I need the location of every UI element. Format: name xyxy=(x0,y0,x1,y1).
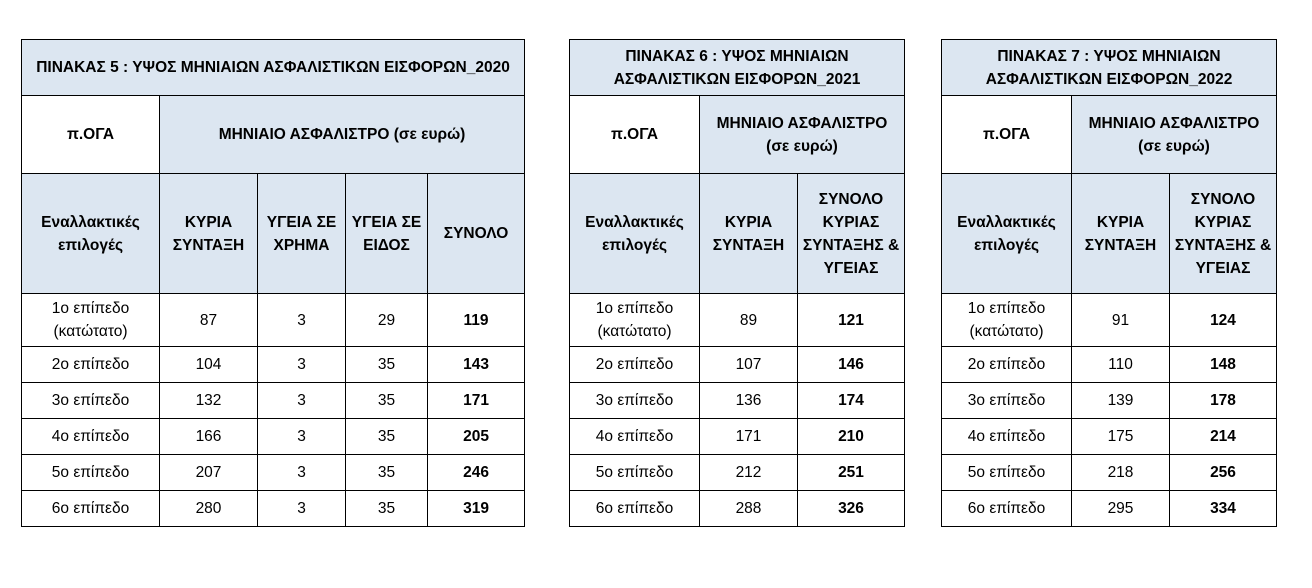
cell-value: 280 xyxy=(160,491,258,527)
table-row xyxy=(570,347,905,383)
cell-value: 3 xyxy=(258,347,346,383)
cell-value: 3 xyxy=(258,455,346,491)
table-row xyxy=(942,491,1277,527)
table-title: ΠΙΝΑΚΑΣ 7 : ΥΨΟΣ ΜΗΝΙΑΙΩΝ ΑΣΦΑΛΙΣΤΙΚΩΝ ΕΙΣΦΟΡΩΝ_2022 xyxy=(942,40,1277,96)
row-label: 4ο επίπεδο xyxy=(942,419,1072,455)
row-label: 1ο επίπεδο (κατώτατο) xyxy=(570,294,700,347)
column-header-oga: π.ΟΓΑ xyxy=(570,96,700,174)
cell-value: 166 xyxy=(160,419,258,455)
row-label: 3ο επίπεδο xyxy=(570,383,700,419)
cell-value: 89 xyxy=(700,294,798,347)
cell-total: 148 xyxy=(1170,347,1277,383)
cell-value: 35 xyxy=(346,455,428,491)
table-row xyxy=(942,455,1277,491)
cell-value: 104 xyxy=(160,347,258,383)
table-row xyxy=(22,383,525,419)
cell-value: 218 xyxy=(1072,455,1170,491)
column-header: Εναλλακτικές επιλογές xyxy=(22,174,160,294)
cell-total: 178 xyxy=(1170,383,1277,419)
cell-total: 174 xyxy=(798,383,905,419)
table-row xyxy=(22,347,525,383)
column-header: ΣΥΝΟΛΟ ΚΥΡΙΑΣ ΣΥΝΤΑΞΗΣ & ΥΓΕΙΑΣ xyxy=(1170,174,1277,294)
row-label: 5ο επίπεδο xyxy=(942,455,1072,491)
row-label: 1ο επίπεδο (κατώτατο) xyxy=(22,294,160,347)
cell-value: 3 xyxy=(258,383,346,419)
cell-total: 143 xyxy=(428,347,525,383)
cell-total: 124 xyxy=(1170,294,1277,347)
table-7 xyxy=(941,39,1277,527)
cell-total: 334 xyxy=(1170,491,1277,527)
row-label: 4ο επίπεδο xyxy=(22,419,160,455)
table-row xyxy=(570,491,905,527)
cell-total: 171 xyxy=(428,383,525,419)
column-header: ΣΥΝΟΛΟ xyxy=(428,174,525,294)
cell-total: 146 xyxy=(798,347,905,383)
cell-value: 110 xyxy=(1072,347,1170,383)
row-label: 1ο επίπεδο (κατώτατο) xyxy=(942,294,1072,347)
row-label: 5ο επίπεδο xyxy=(570,455,700,491)
cell-total: 205 xyxy=(428,419,525,455)
cell-value: 212 xyxy=(700,455,798,491)
column-header: ΚΥΡΙΑ ΣΥΝΤΑΞΗ xyxy=(700,174,798,294)
column-header-oga: π.ΟΓΑ xyxy=(942,96,1072,174)
cell-value: 295 xyxy=(1072,491,1170,527)
cell-value: 87 xyxy=(160,294,258,347)
cell-total: 246 xyxy=(428,455,525,491)
table-row xyxy=(942,419,1277,455)
table-row xyxy=(570,383,905,419)
table-row xyxy=(22,491,525,527)
cell-total: 214 xyxy=(1170,419,1277,455)
cell-total: 256 xyxy=(1170,455,1277,491)
cell-value: 35 xyxy=(346,383,428,419)
cell-total: 251 xyxy=(798,455,905,491)
column-header: ΥΓΕΙΑ ΣΕ ΕΙΔΟΣ xyxy=(346,174,428,294)
table-title: ΠΙΝΑΚΑΣ 5 : ΥΨΟΣ ΜΗΝΙΑΙΩΝ ΑΣΦΑΛΙΣΤΙΚΩΝ ΕΙΣΦΟΡΩΝ_2020 xyxy=(22,40,525,96)
cell-total: 319 xyxy=(428,491,525,527)
table-row xyxy=(22,419,525,455)
cell-value: 3 xyxy=(258,491,346,527)
column-header-oga: π.ΟΓΑ xyxy=(22,96,160,174)
table-row xyxy=(942,294,1277,347)
cell-total: 119 xyxy=(428,294,525,347)
row-label: 6ο επίπεδο xyxy=(942,491,1072,527)
cell-value: 171 xyxy=(700,419,798,455)
column-group-header: ΜΗΝΙΑΙΟ ΑΣΦΑΛΙΣΤΡΟ (σε ευρώ) xyxy=(160,96,525,174)
column-group-header: ΜΗΝΙΑΙΟ ΑΣΦΑΛΙΣΤΡΟ (σε ευρώ) xyxy=(1072,96,1277,174)
cell-value: 288 xyxy=(700,491,798,527)
column-header: ΚΥΡΙΑ ΣΥΝΤΑΞΗ xyxy=(160,174,258,294)
row-label: 6ο επίπεδο xyxy=(22,491,160,527)
cell-value: 175 xyxy=(1072,419,1170,455)
cell-value: 91 xyxy=(1072,294,1170,347)
cell-value: 132 xyxy=(160,383,258,419)
table-6 xyxy=(569,39,905,527)
column-header: ΣΥΝΟΛΟ ΚΥΡΙΑΣ ΣΥΝΤΑΞΗΣ & ΥΓΕΙΑΣ xyxy=(798,174,905,294)
table-row xyxy=(22,294,525,347)
cell-value: 207 xyxy=(160,455,258,491)
table-row xyxy=(570,419,905,455)
cell-value: 107 xyxy=(700,347,798,383)
cell-total: 121 xyxy=(798,294,905,347)
cell-value: 3 xyxy=(258,294,346,347)
row-label: 3ο επίπεδο xyxy=(942,383,1072,419)
column-group-header: ΜΗΝΙΑΙΟ ΑΣΦΑΛΙΣΤΡΟ (σε ευρώ) xyxy=(700,96,905,174)
column-header: ΚΥΡΙΑ ΣΥΝΤΑΞΗ xyxy=(1072,174,1170,294)
cell-value: 29 xyxy=(346,294,428,347)
cell-value: 35 xyxy=(346,347,428,383)
table-row xyxy=(942,347,1277,383)
row-label: 6ο επίπεδο xyxy=(570,491,700,527)
cell-total: 326 xyxy=(798,491,905,527)
row-label: 3ο επίπεδο xyxy=(22,383,160,419)
row-label: 2ο επίπεδο xyxy=(942,347,1072,383)
row-label: 4ο επίπεδο xyxy=(570,419,700,455)
table-row xyxy=(570,455,905,491)
cell-value: 139 xyxy=(1072,383,1170,419)
table-5 xyxy=(21,39,525,527)
column-header: Εναλλακτικές επιλογές xyxy=(570,174,700,294)
cell-value: 3 xyxy=(258,419,346,455)
column-header: Εναλλακτικές επιλογές xyxy=(942,174,1072,294)
table-row xyxy=(942,383,1277,419)
table-row xyxy=(22,455,525,491)
cell-value: 35 xyxy=(346,419,428,455)
column-header: ΥΓΕΙΑ ΣΕ ΧΡΗΜΑ xyxy=(258,174,346,294)
cell-value: 136 xyxy=(700,383,798,419)
table-title: ΠΙΝΑΚΑΣ 6 : ΥΨΟΣ ΜΗΝΙΑΙΩΝ ΑΣΦΑΛΙΣΤΙΚΩΝ ΕΙΣΦΟΡΩΝ_2021 xyxy=(570,40,905,96)
cell-value: 35 xyxy=(346,491,428,527)
cell-total: 210 xyxy=(798,419,905,455)
table-row xyxy=(570,294,905,347)
row-label: 2ο επίπεδο xyxy=(22,347,160,383)
row-label: 5ο επίπεδο xyxy=(22,455,160,491)
row-label: 2ο επίπεδο xyxy=(570,347,700,383)
